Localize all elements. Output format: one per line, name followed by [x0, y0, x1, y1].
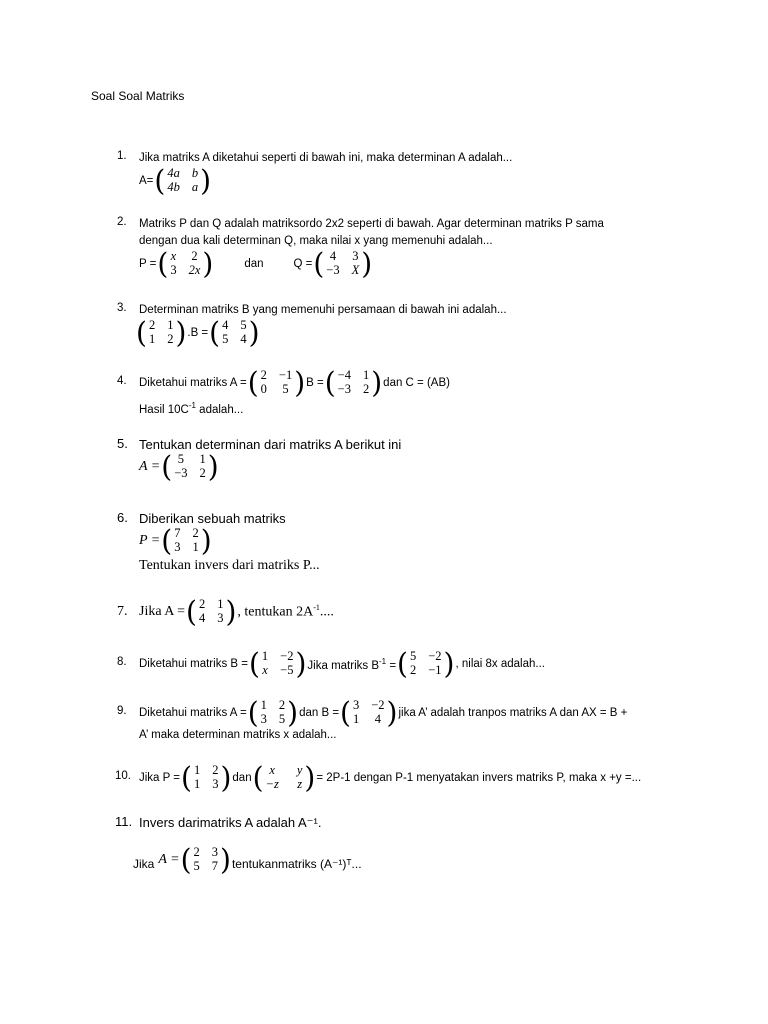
question-number: 1. — [117, 150, 127, 162]
question-text: , tentukan $2A^{-1}$.... — [237, 603, 334, 620]
question-text-cont: A’ maka determinan matriks x adalah... — [139, 729, 337, 741]
matrix-xyz: ( x y −z z ) — [252, 760, 316, 795]
matrix-b: ( 3 −2 1 4 ) — [340, 695, 398, 730]
matrix-a: ( 2 1 4 3 ) — [186, 594, 237, 629]
matrix-label: A = — [139, 459, 161, 474]
conjunction: dan — [244, 258, 264, 270]
question-number: 4. — [117, 375, 127, 387]
question-text: Tentukan determinan dari matriks A berikut ini — [139, 437, 402, 452]
question-11-math — [133, 842, 362, 877]
matrix-p: ( x 2 3 2x ) — [157, 246, 214, 281]
question-text: Diketahui matriks B = — [139, 658, 248, 670]
question-text: Jika matriks $B^{-1}$ = — [307, 656, 397, 672]
question-text: = 2P-1 dengan P-1 menyatakan invers matriks P, maka x +y =... — [316, 772, 642, 784]
question-number: 2. — [117, 216, 127, 228]
question-number: 6. — [117, 510, 128, 525]
question-text-cont: Tentukan invers dari matriks P... — [139, 558, 320, 573]
matrix-b-inverse: ( 5 −2 2 −1 ) — [397, 646, 455, 681]
question-number: 10. — [115, 770, 131, 782]
matrix-a: ( 4a b 4b a ) — [154, 163, 212, 198]
matrix-a: ( 1 2 3 5 ) — [247, 695, 299, 730]
question-text: dan — [232, 772, 252, 784]
question-text: Invers darimatriks A adalah A⁻¹. — [139, 815, 322, 830]
page-title: Soal Soal Matriks — [91, 89, 185, 103]
matrix-p: ( 7 2 3 1 ) — [161, 523, 212, 558]
question-text: dan C = (AB) — [383, 377, 450, 389]
matrix-label: A = — [158, 852, 180, 867]
matrix-label: Q = — [293, 258, 313, 270]
matrix-left: ( 2 1 1 2 ) — [136, 315, 187, 350]
question-number: 7. — [117, 604, 128, 619]
matrix-a: ( 5 1 −3 2 ) — [161, 449, 219, 484]
question-text: B = — [306, 377, 324, 389]
matrix-label: P = — [139, 533, 161, 548]
matrix-label: A= — [139, 175, 154, 187]
matrix-b: ( −4 1 −3 2 ) — [324, 365, 383, 400]
question-text: Diketahui matriks A = — [139, 377, 247, 389]
question-text: Jika — [133, 857, 155, 871]
question-number: 8. — [117, 656, 127, 668]
question-text: Matriks P dan Q adalah matriksordo 2x2 seperti di bawah. Agar determinan matriks P sama — [139, 218, 604, 230]
matrix-a: ( 2 3 5 7 ) — [180, 842, 231, 877]
matrix-label: P = — [139, 258, 157, 270]
question-text: tentukanmatriks (A⁻¹)ᵀ... — [231, 857, 362, 871]
question-text: jika A’ adalah tranpos matriks A dan AX = B + — [398, 707, 628, 719]
question-text: Jika P = — [139, 772, 181, 784]
matrix-q: ( 4 3 −3 X ) — [313, 246, 373, 281]
equation-middle: .B = — [187, 327, 209, 339]
question-number: 9. — [117, 705, 127, 717]
matrix-right: ( 4 5 5 4 ) — [209, 315, 260, 350]
matrix-p: ( 1 2 1 3 ) — [181, 760, 232, 795]
question-text: Determinan matriks B yang memenuhi persamaan di bawah ini adalah... — [139, 304, 507, 316]
question-number: 11. — [115, 814, 133, 829]
question-number: 5. — [117, 436, 128, 451]
question-text: , nilai 8x adalah... — [455, 658, 545, 670]
question-text-cont: dengan dua kali determinan Q, maka nilai x yang memenuhi adalah... — [139, 235, 493, 247]
question-number: 3. — [117, 302, 127, 314]
question-text: Diberikan sebuah matriks — [139, 511, 286, 526]
matrix-b: ( 1 −2 x −5 ) — [248, 646, 307, 681]
question-text: Jika A = — [139, 604, 186, 619]
matrix-a: ( 2 −1 0 5 ) — [247, 365, 306, 400]
question-text-cont: Hasil $10C^{-1}$ adalah... — [139, 401, 244, 416]
question-text: Diketahui matriks A = — [139, 707, 247, 719]
question-text: Jika matriks A diketahui seperti di bawah ini, maka determinan A adalah... — [139, 152, 513, 164]
question-text: dan B = — [299, 707, 340, 719]
